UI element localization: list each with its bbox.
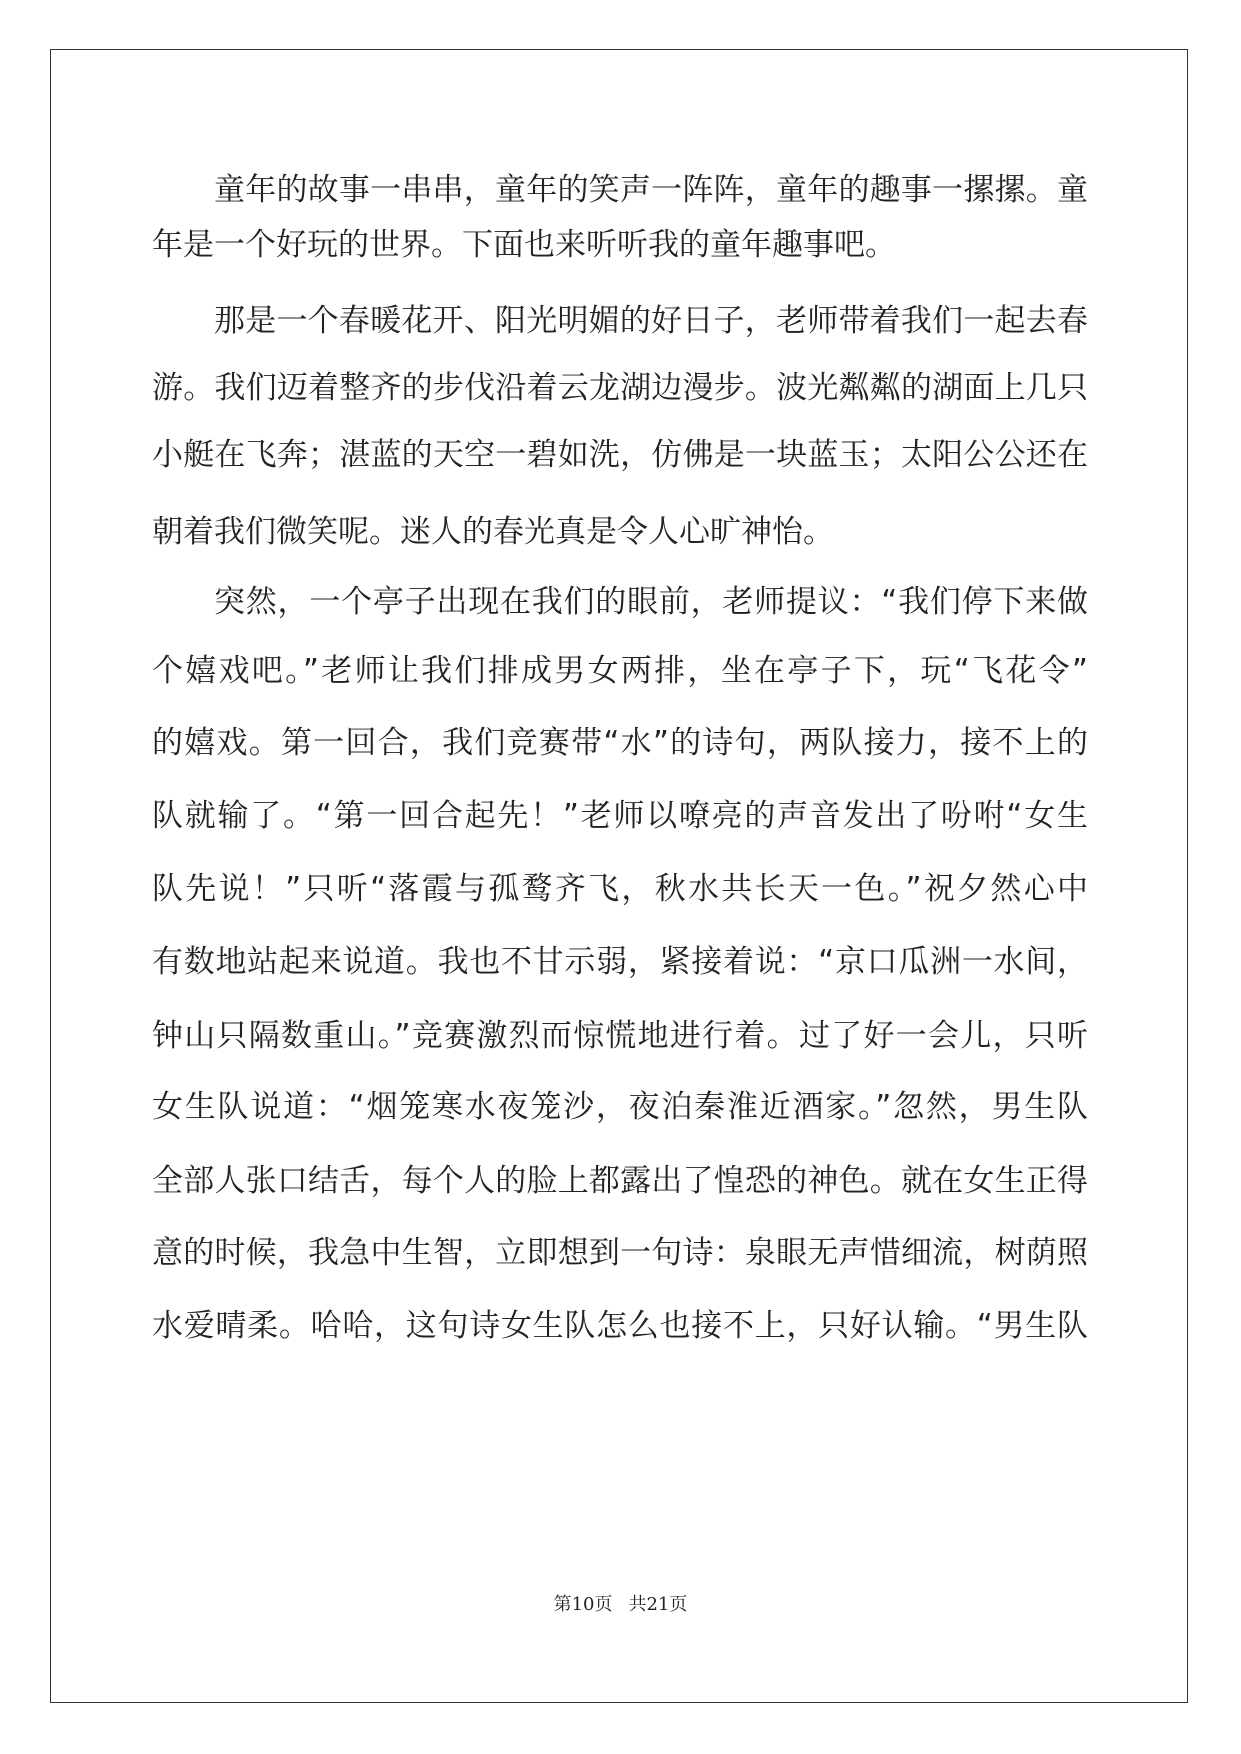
- paragraph-3-line-10: 意的时候，我急中生智，立即想到一句诗：泉眼无声惜细流，树荫照: [152, 1235, 1088, 1271]
- paragraph-3-line-3: 的嬉戏。第一回合，我们竞赛带“水”的诗句，两队接力，接不上的: [152, 725, 1088, 761]
- page-number: 第10页: [553, 1594, 613, 1615]
- paragraph-2-line-4: 朝着我们微笑呢。迷人的春光真是令人心旷神怡。: [152, 514, 834, 550]
- paragraph-3-line-5: 队先说！”只听“落霞与孤鹜齐飞，秋水共长天一色。”祝夕然心中: [152, 871, 1088, 907]
- paragraph-1-line-1: 童年的故事一串串，童年的笑声一阵阵，童年的趣事一摞摞。童: [214, 172, 1088, 208]
- paragraph-2-line-1: 那是一个春暖花开、阳光明媚的好日子，老师带着我们一起去春: [214, 303, 1088, 339]
- page-footer: [0, 1593, 1241, 1617]
- paragraph-3-line-1: 突然，一个亭子出现在我们的眼前，老师提议：“我们停下来做: [214, 584, 1088, 620]
- paragraph-2-line-2: 游。我们迈着整齐的步伐沿着云龙湖边漫步。波光粼粼的湖面上几只: [152, 370, 1088, 406]
- paragraph-3-line-9: 全部人张口结舌，每个人的脸上都露出了惶恐的神色。就在女生正得: [152, 1163, 1088, 1199]
- paragraph-3-line-6: 有数地站起来说道。我也不甘示弱，紧接着说：“京口瓜洲一水间，: [152, 944, 1088, 980]
- paragraph-3-line-2: 个嬉戏吧。”老师让我们排成男女两排，坐在亭子下，玩“飞花令”: [152, 653, 1088, 689]
- paragraph-3-line-7: 钟山只隔数重山。”竞赛激烈而惊慌地进行着。过了好一会儿，只听: [152, 1018, 1088, 1054]
- paragraph-2-line-3: 小艇在飞奔；湛蓝的天空一碧如洗，仿佛是一块蓝玉；太阳公公还在: [152, 437, 1088, 473]
- page-total: 共21页: [628, 1594, 688, 1615]
- paragraph-3-line-11: 水爱晴柔。哈哈，这句诗女生队怎么也接不上，只好认输。“男生队: [152, 1308, 1088, 1344]
- paragraph-3-line-8: 女生队说道：“烟笼寒水夜笼沙，夜泊秦淮近酒家。”忽然，男生队: [152, 1089, 1088, 1125]
- paragraph-1-line-2: 年是一个好玩的世界。下面也来听听我的童年趣事吧。: [152, 227, 896, 263]
- paragraph-3-line-4: 队就输了。“第一回合起先！”老师以嘹亮的声音发出了吩咐“女生: [152, 798, 1088, 834]
